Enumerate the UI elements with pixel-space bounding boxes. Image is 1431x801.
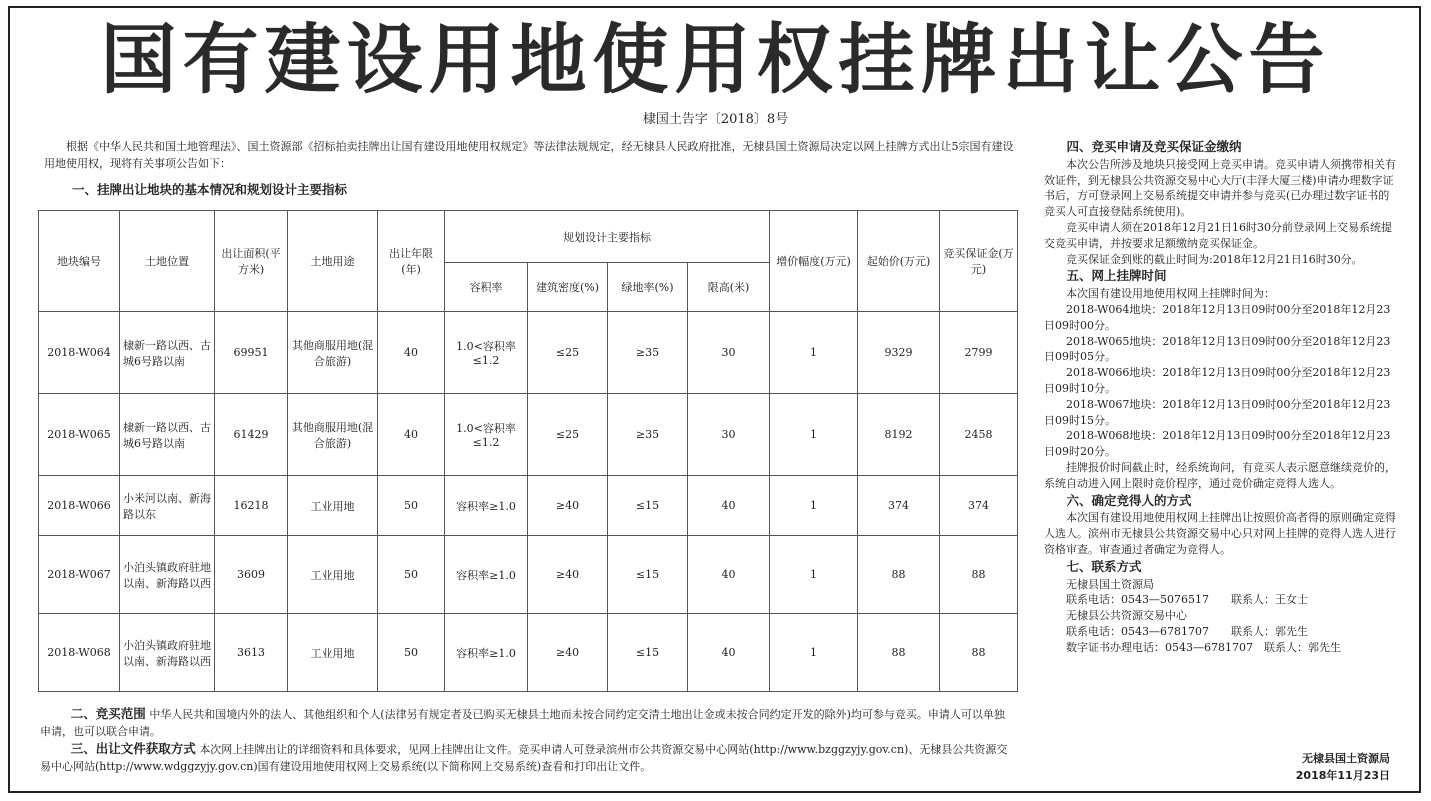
cell-location: 棣新一路以西、古城6号路以南 (120, 312, 215, 394)
cell-height: 40 (688, 536, 770, 614)
section4-para: 竞买申请人须在2018年12月21日16时30分前登录网上交易系统提交竞买申请，并按要求足额缴纳竞买保证金。 (1044, 220, 1392, 250)
section7-heading: 七、联系方式 (1066, 558, 1142, 574)
cell-height: 30 (688, 312, 770, 394)
signature-org: 无棣县国土资源局 (1302, 752, 1390, 765)
header-area: 出让面积(平方米) (215, 211, 288, 312)
table-row (39, 394, 1018, 476)
cell-start-price: 9329 (858, 312, 940, 394)
cell-density: ≥40 (528, 536, 608, 614)
table-row (39, 614, 1018, 692)
cell-increment: 1 (770, 394, 858, 476)
cell-location: 小米河以南、新海路以东 (120, 476, 215, 536)
cell-deposit: 374 (940, 476, 1018, 536)
cell-use: 工业用地 (288, 536, 378, 614)
cell-term: 50 (378, 536, 445, 614)
cell-id: 2018-W067 (39, 536, 120, 614)
cell-id: 2018-W065 (39, 394, 120, 476)
section5-para: 本次国有建设用地使用权网上挂牌时间为： (1066, 287, 1275, 301)
signature-date: 2018年11月23日 (1295, 769, 1390, 782)
section2-paragraph (40, 705, 1015, 740)
cell-location: 棣新一路以西、古城6号路以南 (120, 394, 215, 476)
contact-line: 数字证书办理电话：0543—6781707 联系人：郭先生 (1066, 640, 1341, 654)
cell-term: 40 (378, 394, 445, 476)
intro-paragraph: 根据《中华人民共和国土地管理法》、国土资源部《招标拍卖挂牌出让国有建设用地使用权规定》等法律法规规定，经无棣县人民政府批准，无棣县国土资源局决定以网上挂牌方式出让5宗国有建设用地使用权，现将有关事项公告如下： (44, 140, 1014, 170)
cell-density: ≥40 (528, 476, 608, 536)
cell-green: ≥35 (608, 312, 688, 394)
cell-location: 小泊头镇政府驻地以南、新海路以西 (120, 536, 215, 614)
cell-far: 容积率≥1.0 (445, 476, 528, 536)
section6-para: 本次国有建设用地使用权网上挂牌出让按照价高者得的原则确定竞得人选人。滨州市无棣县公共资源交易中心只对网上挂牌的竞得人选人进行资格审查。审查通过者确定为竞得人。 (1044, 511, 1396, 556)
contact-line: 联系电话：0543—5076517 联系人：王女士 (1066, 593, 1308, 607)
cell-deposit: 88 (940, 536, 1018, 614)
cell-id: 2018-W066 (39, 476, 120, 536)
table-row (39, 476, 1018, 536)
cell-density: ≤25 (528, 394, 608, 476)
cell-deposit: 88 (940, 614, 1018, 692)
section2-text: 中华人民共和国境内外的法人、其他组织和个人(法律另有规定者及已购买无棣县土地而未按合同约定交清土地出让金或未按合同约定开发的除外)均可参与竞买。申请人可以单独申请，也可以联合申请。 (40, 708, 1005, 738)
cell-deposit: 2458 (940, 394, 1018, 476)
cell-term: 50 (378, 476, 445, 536)
section3-paragraph (40, 740, 1015, 775)
cell-green: ≥35 (608, 394, 688, 476)
section5-heading: 五、网上挂牌时间 (1066, 268, 1167, 284)
cell-far: 1.0<容积率≤1.2 (445, 312, 528, 394)
cell-start-price: 88 (858, 536, 940, 614)
page-title: 国有建设用地使用权挂牌出让公告 (100, 15, 1331, 104)
cell-use: 工业用地 (288, 614, 378, 692)
cell-area: 3609 (215, 536, 288, 614)
cell-id: 2018-W064 (39, 312, 120, 394)
cell-height: 30 (688, 394, 770, 476)
cell-use: 其他商服用地(混合旅游) (288, 394, 378, 476)
cell-start-price: 88 (858, 614, 940, 692)
section2-heading: 二、竞买范围 (70, 706, 146, 721)
cell-term: 40 (378, 312, 445, 394)
cell-location: 小泊头镇政府驻地以南、新海路以西 (120, 614, 215, 692)
cell-increment: 1 (770, 476, 858, 536)
header-density: 建筑密度(%) (528, 263, 608, 312)
table-row (39, 312, 1018, 394)
contact-line: 无棣县公共资源交易中心 (1066, 609, 1187, 623)
header-far: 容积率 (445, 263, 528, 312)
cell-far: 容积率≥1.0 (445, 536, 528, 614)
section5-para: 2018-W068地块：2018年12月13日09时00分至2018年12月23日09时20分。 (1044, 429, 1391, 459)
cell-area: 61429 (215, 394, 288, 476)
cell-increment: 1 (770, 312, 858, 394)
cell-area: 16218 (215, 476, 288, 536)
section5-para: 2018-W067地块：2018年12月13日09时00分至2018年12月23日09时15分。 (1044, 397, 1391, 427)
cell-use: 工业用地 (288, 476, 378, 536)
header-start-price: 起始价(万元) (858, 211, 940, 312)
cell-density: ≥40 (528, 614, 608, 692)
section5-para: 2018-W064地块：2018年12月13日09时00分至2018年12月23日09时00分。 (1044, 302, 1391, 332)
cell-id: 2018-W068 (39, 614, 120, 692)
cell-green: ≤15 (608, 476, 688, 536)
header-location: 土地位置 (120, 211, 215, 312)
cell-use: 其他商服用地(混合旅游) (288, 312, 378, 394)
cell-start-price: 8192 (858, 394, 940, 476)
header-use: 土地用途 (288, 211, 378, 312)
header-increment: 增价幅度(万元) (770, 211, 858, 312)
cell-green: ≤15 (608, 614, 688, 692)
cell-area: 3613 (215, 614, 288, 692)
section5-para: 2018-W065地块：2018年12月13日09时00分至2018年12月23日09时05分。 (1044, 334, 1391, 364)
header-parcel-id: 地块编号 (39, 211, 120, 312)
cell-start-price: 374 (858, 476, 940, 536)
cell-increment: 1 (770, 614, 858, 692)
section6-heading: 六、确定竞得人的方式 (1066, 492, 1192, 508)
section5-para: 挂牌报价时间截止时，经系统询问，有竞买人表示愿意继续竞价的，系统自动进入网上限时竞价程序，通过竞价确定竞得人选人。 (1044, 460, 1396, 490)
section4-para: 本次公告所涉及地块只接受网上竞买申请。竞买申请人须携带相关有效证件，到无棣县公共资源交易中心大厅(丰泽大厦三楼)申请办理数字证书后，方可登录网上交易系统提交申请并参与竞买(已办理过数字证书的竞买人可直接登陆系统使用)。 (1044, 157, 1396, 219)
document-number: 棣国土告字〔2018〕8号 (642, 112, 789, 127)
header-deposit: 竞买保证金(万元) (940, 211, 1018, 312)
header-planning: 规划设计主要指标 (445, 211, 770, 263)
table-row (39, 536, 1018, 614)
section4-para: 竞买保证金到账的截止时间为:2018年12月21日16时30分。 (1066, 252, 1363, 266)
section3-heading: 三、出让文件获取方式 (70, 741, 196, 756)
section5-para: 2018-W066地块：2018年12月13日09时00分至2018年12月23日09时10分。 (1044, 366, 1391, 395)
contact-line: 联系电话：0543—6781707 联系人：郭先生 (1066, 624, 1308, 638)
cell-increment: 1 (770, 536, 858, 614)
cell-term: 50 (378, 614, 445, 692)
section4-heading: 四、竞买申请及竞买保证金缴纳 (1066, 139, 1242, 154)
parcel-table (38, 210, 1018, 692)
cell-far: 1.0<容积率≤1.2 (445, 394, 528, 476)
header-height: 限高(米) (688, 263, 770, 312)
header-term: 出让年限(年) (378, 211, 445, 312)
section3-text: 本次网上挂牌出让的详细资料和具体要求，见网上挂牌出让文件。竞买申请人可登录滨州市公共资源交易中心网站(http://www.bzggzyjy.gov.cn)、无棣县公共资源交易中心网站(http://www.wdggzyjy.gov.cn)国有建设用地使用权网上交易系统(以下简称网上交易系统)查看和打印出让文件。 (40, 743, 1008, 773)
cell-green: ≤15 (608, 536, 688, 614)
cell-deposit: 2799 (940, 312, 1018, 394)
contact-list (1044, 577, 1396, 656)
cell-height: 40 (688, 476, 770, 536)
cell-density: ≤25 (528, 312, 608, 394)
right-column (1044, 138, 1396, 656)
contact-line: 无棣县国土资源局 (1066, 577, 1154, 591)
cell-height: 40 (688, 614, 770, 692)
cell-far: 容积率≥1.0 (445, 614, 528, 692)
header-green: 绿地率(%) (608, 263, 688, 312)
cell-area: 69951 (215, 312, 288, 394)
section1-heading: 一、挂牌出让地块的基本情况和规划设计主要指标 (72, 182, 348, 197)
